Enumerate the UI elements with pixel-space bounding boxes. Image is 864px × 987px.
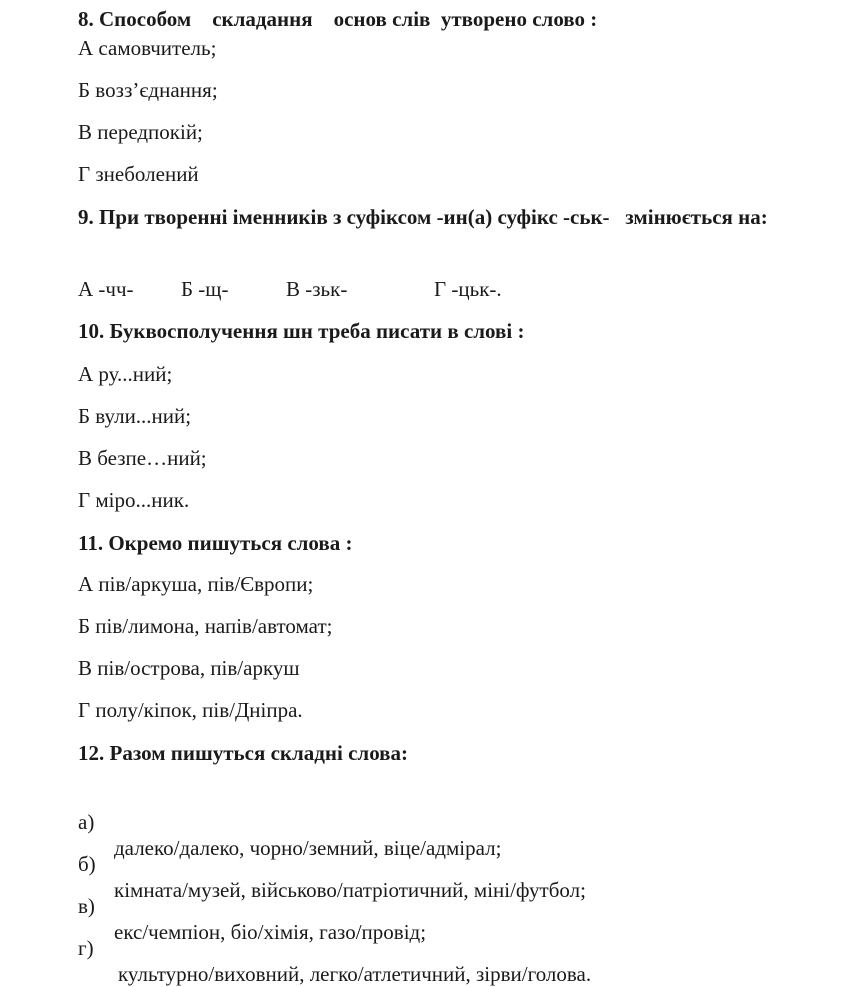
question-11-title: 11. Окремо пишуться слова : bbox=[78, 531, 353, 555]
question-11-option-d: Г полу/кіпок, пів/Дніпра. bbox=[78, 698, 303, 722]
list-item-text: далеко/далеко, чорно/земний, віце/адмірал; bbox=[114, 836, 502, 860]
question-10-title: 10. Буквосполучення шн треба писати в слові : bbox=[78, 319, 525, 343]
question-10-option-b: Б вули...ний; bbox=[78, 404, 192, 428]
list-item-text: культурно/виховний, легко/атлетичний, зірви/голова. bbox=[118, 962, 592, 986]
question-11-option-b: Б пів/лимона, напів/автомат; bbox=[78, 614, 333, 638]
question-10-option-a: А ру...ний; bbox=[78, 362, 173, 386]
question-9-options-row bbox=[78, 276, 838, 302]
list-marker: г) bbox=[78, 936, 94, 960]
question-10-option-d: Г міро...ник. bbox=[78, 488, 190, 512]
question-12-item-d bbox=[78, 909, 778, 986]
question-9-option-a: А -чч- bbox=[78, 277, 134, 301]
question-9-option-d: Г -цьк-. bbox=[434, 277, 502, 301]
question-8-title: 8. Способом складання основ слів утворено слово : bbox=[78, 7, 598, 31]
question-12-item-b bbox=[78, 825, 778, 902]
list-item-text: екс/чемпіон, біо/хімія, газо/провід; bbox=[114, 920, 427, 944]
list-marker: а) bbox=[78, 810, 95, 834]
question-9-title: 9. При творенні іменників з суфіксом -ин(а) суфікс -ськ- змінюється на: bbox=[78, 205, 768, 229]
list-item-text: кімната/музей, військово/патріотичний, міні/футбол; bbox=[114, 878, 586, 902]
question-10-option-c: В безпе…ний; bbox=[78, 446, 207, 470]
question-9-option-c: В -зьк- bbox=[286, 277, 348, 301]
list-marker: б) bbox=[78, 852, 96, 876]
question-11-option-a: А пів/аркуша, пів/Європи; bbox=[78, 572, 314, 596]
question-9-option-b: Б -щ- bbox=[181, 277, 229, 301]
question-12-item-c bbox=[78, 867, 778, 944]
question-12-title: 12. Разом пишуться складні слова: bbox=[78, 741, 409, 765]
question-11-option-c: В пів/острова, пів/аркуш bbox=[78, 656, 300, 680]
question-8-option-b: Б возз’єднання; bbox=[78, 78, 218, 102]
question-8-option-d: Г знеболений bbox=[78, 162, 199, 186]
question-12-item-a bbox=[78, 783, 778, 860]
list-marker: в) bbox=[78, 894, 95, 918]
question-8-option-a: А самовчитель; bbox=[78, 36, 217, 60]
question-8-option-c: В передпокій; bbox=[78, 120, 203, 144]
